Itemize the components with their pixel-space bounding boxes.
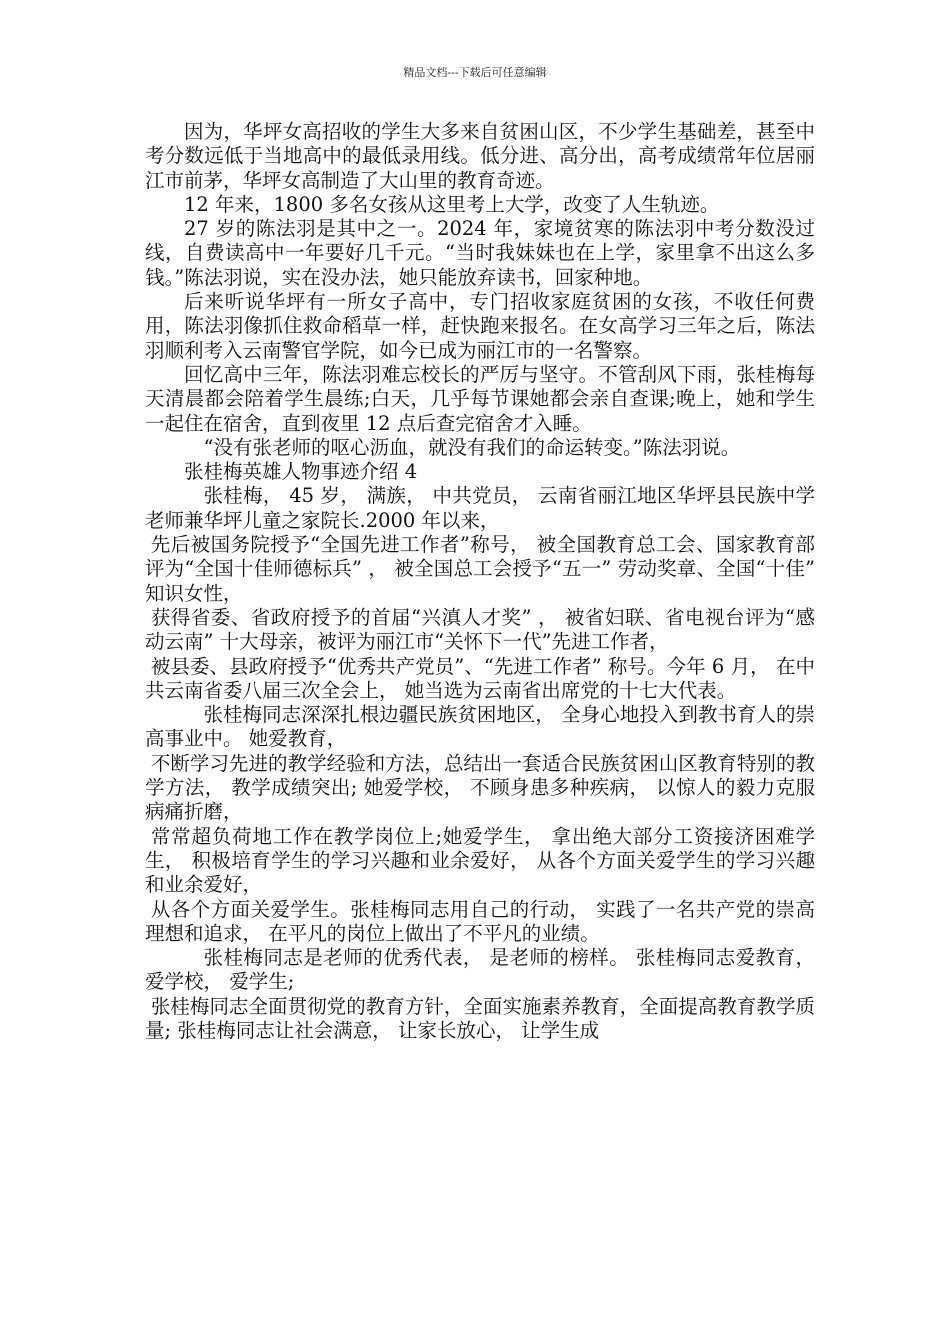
- paragraph: 27 岁的陈法羽是其中之一。2024 年，家境贫寒的陈法羽中考分数没过线，自费读高中一年要好几千元。“当时我妹妹也在上学，家里拿不出这么多钱。”陈法羽说，实在没办法，她只能放弃读书，回家种地。: [145, 217, 815, 289]
- paragraph: 不断学习先进的教学经验和方法，总结出一套适合民族贫困山区教育特别的教学方法， 教学成绩突出; 她爱学校， 不顾身患多种疾病， 以惊人的毅力克服病痛折磨，: [145, 751, 815, 824]
- paragraph: 常常超负荷地工作在教学岗位上;她爱学生， 拿出绝大部分工资接济困难学生， 积极培育学生的学习兴趣和业余爱好， 从各个方面关爱学生的学习兴趣和业余爱好，: [145, 824, 815, 897]
- document-body: [145, 120, 815, 1043]
- paragraph: 被县委、县政府授予“优秀共产党员”、“先进工作者” 称号。今年 6 月， 在中共云南省委八届三次全会上， 她当选为云南省出席党的十七大代表。: [145, 654, 815, 702]
- paragraph: 因为，华坪女高招收的学生大多来自贫困山区，不少学生基础差，甚至中考分数远低于当地高中的最低录用线。低分进、高分出，高考成绩常年位居丽江市前茅，华坪女高制造了大山里的教育奇迹。: [145, 120, 815, 192]
- paragraph: 获得省委、省政府授予的首届“兴滇人才奖” ， 被省妇联、省电视台评为“感动云南” 十大母亲，被评为丽江市“关怀下一代”先进工作者，: [145, 605, 815, 654]
- paragraph: 回忆高中三年，陈法羽难忘校长的严厉与坚守。不管刮风下雨，张桂梅每天清晨都会陪着学生晨练;白天，几乎每节课她都会亲自查课;晚上，她和学生一起住在宿舍，直到夜里 12 点后查完宿舍才入睡。: [145, 362, 815, 435]
- paragraph: 张桂梅， 45 岁， 满族， 中共党员， 云南省丽江地区华坪县民族中学老师兼华坪儿童之家院长.2000 年以来，: [145, 484, 815, 532]
- paragraph: 张桂梅同志深深扎根边疆民族贫困地区， 全身心地投入到教书育人的崇高事业中。 她爱教育，: [145, 703, 815, 751]
- paragraph: 张桂梅同志全面贯彻党的教育方针，全面实施素养教育，全面提高教育教学质量; 张桂梅同志让社会满意， 让家长放心， 让学生成: [145, 994, 815, 1042]
- paragraph: 先后被国务院授予“全国先进工作者”称号， 被全国教育总工会、国家教育部评为“全国十佳师德标兵” ， 被全国总工会授予“五一” 劳动奖章、全国“十佳” 知识女性，: [145, 533, 815, 605]
- paragraph: 从各个方面关爱学生。张桂梅同志用自己的行动， 实践了一名共产党的崇高理想和追求， 在平凡的岗位上做出了不平凡的业绩。: [145, 897, 815, 945]
- section-heading: 张桂梅英雄人物事迹介绍 4: [184, 460, 418, 484]
- paragraph: 后来听说华坪有一所女子高中，专门招收家庭贫困的女孩，不收任何费用，陈法羽像抓住救命稻草一样，赶快跑来报名。在女高学习三年之后，陈法羽顺利考入云南警官学院，如今已成为丽江市的一名警察。: [145, 290, 815, 362]
- paragraph: 张桂梅同志是老师的优秀代表， 是老师的榜样。 张桂梅同志爱教育， 爱学校， 爱学生;: [145, 946, 815, 994]
- paragraph: “没有张老师的呕心沥血，就没有我们的命运转变。”陈法羽说。: [203, 435, 741, 459]
- page-header: 精品文档---下载后可任意编辑: [403, 66, 547, 79]
- paragraph: 12 年来，1800 多名女孩从这里考上大学，改变了人生轨迹。: [184, 192, 720, 216]
